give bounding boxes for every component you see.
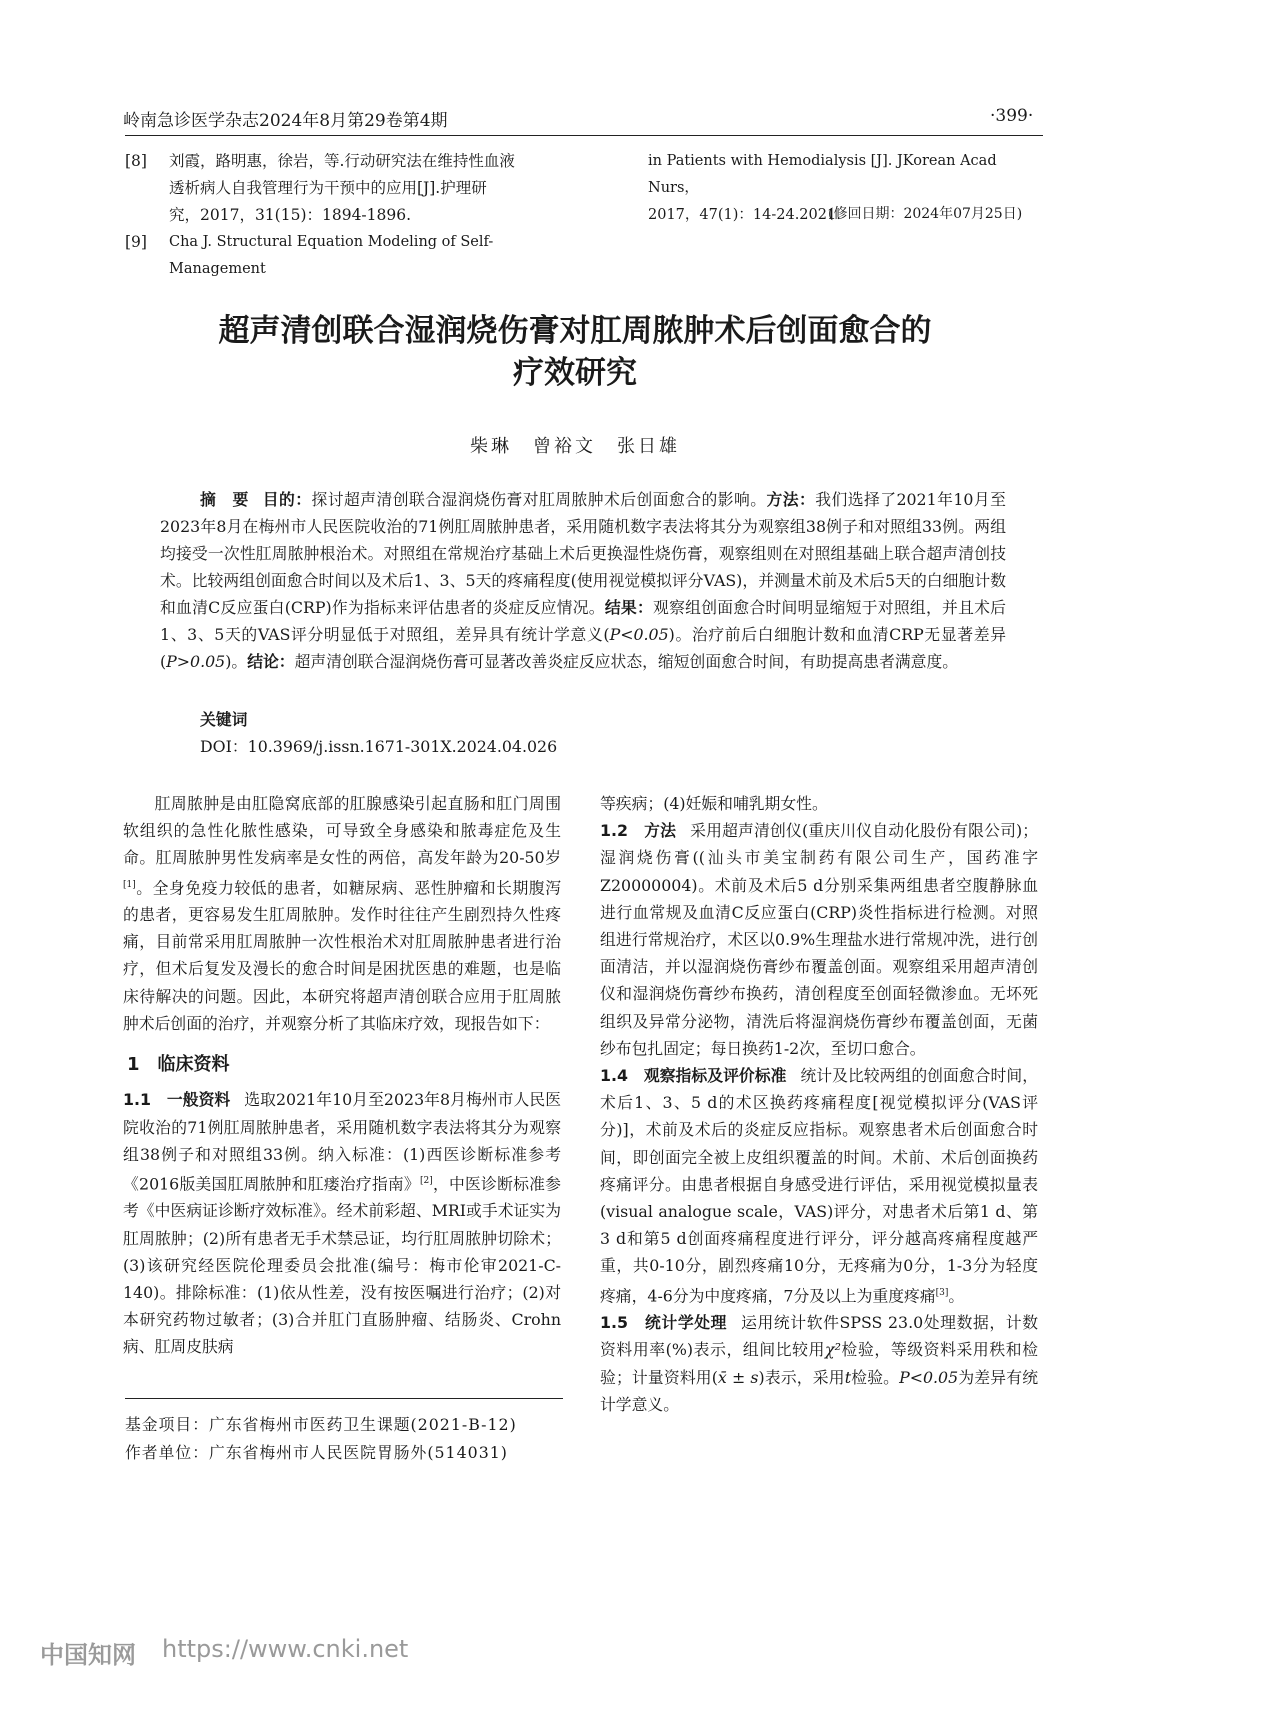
reference-line: in Patients with Hemodialysis [J]. JKorean Acad Nurs， xyxy=(648,153,997,196)
title-line: 超声清创联合湿润烧伤膏对肛周脓肿术后创面愈合的 xyxy=(218,313,932,349)
left-column xyxy=(123,790,561,1361)
reference-text xyxy=(169,229,565,283)
result-label: 结果： xyxy=(604,598,654,617)
section-1-2 xyxy=(600,817,1038,1062)
paragraph-text: 选取2021年10月至2023年8月梅州市人民医院收治的71例肛周脓肿患者，采用随机数字表法将其分为观察组38例子和对照组33例。纳入标准：(1)西医诊断标准参考《2016版美国肛周脓肿和肛瘘治疗指南》 xyxy=(123,1090,562,1194)
intro-text: 。全身免疫力较低的患者，如糖尿病、恶性肿瘤和长期腹泻的患者，更容易发生肛周脓肿。发作时往往产生剧烈持久性疼痛，目前常采用肛周脓肿一次性根治术对肛周脓肿患者进行治疗，但术后复发及漫长的愈合时间是困扰医患的难题，也是临床待解决的问题。因此，本研究将超声清创联合应用于肛周脓肿术后创面的治疗，并观察分析了其临床疗效，现报告如下： xyxy=(123,877,561,1033)
result-text: )。 xyxy=(225,652,248,671)
method-text: 我们选择了2021年10月至2023年8月在梅州市人民医院收治的71例肛周脓肿患者，采用随机数字表法将其分为观察组38例子和对照组33例。两组均接受一次性肛周脓肿根治术。对照组在常规治疗基础上术后更换湿性烧伤膏，观察组则在对照组基础上联合超声清创技术。比较两组创面愈合时间以及术后1、3、5天的疼痛程度(使用视觉模拟评分VAS)，并测量术前及术后5天的白细胞计数和血清C反应蛋白(CRP)作为指标来评估患者的炎症反应情况。 xyxy=(160,490,1006,617)
paragraph-text: 采用超声清创仪(重庆川仪自动化股份有限公司)；湿润烧伤膏((汕头市美宝制药有限公司生产，国药准字Z20000004)。术前及术后5 d分别采集两组患者空腹静脉血进行血常规及血清C反应蛋白(CRP)炎性指标进行检测。对照组进行常规治疗，术区以0.9%生理盐水进行常规冲洗，进行创面清洁，并以湿润烧伤膏纱布覆盖创面。观察组采用超声清创仪和湿润烧伤膏纱布换药，清创程度至创面轻微渗血。无坏死组织及异常分泌物，清洗后将湿润烧伤膏纱布覆盖创面，无菌纱布包扎固定；每日换药1-2次，至切口愈合。 xyxy=(600,821,1039,1058)
revision-date: (修回日期：2024年07月25日) xyxy=(828,206,1023,222)
citation: [3] xyxy=(935,1287,949,1298)
method-label: 方法： xyxy=(766,490,816,509)
paragraph-text: 检验，等级资料采用秩和检验；计量资料用( xyxy=(600,1340,1038,1387)
objective-label: 目的： xyxy=(262,490,312,509)
paragraph-text: 运用统计软件SPSS 23.0处理数据，计数资料用率(%)表示，组间比较用 xyxy=(600,1313,1039,1360)
result-text: 观察组创面愈合时间明显缩短于对照组，并且术后1、3、5天的VAS评分明显低于对照组，差异具有统计学意义( xyxy=(160,598,1006,644)
continuation: 等疾病；(4)妊娠和哺乳期女性。 xyxy=(600,794,828,813)
paragraph-text: 检验。 xyxy=(851,1367,900,1387)
page-number: ·399· xyxy=(990,106,1034,126)
authors: 柴琳 曾裕文 张日雄 xyxy=(470,436,680,457)
result-text: )。治疗前后白细胞计数和血清CRP无显著差异( xyxy=(160,625,1006,671)
section-heading: 1 临床资料 xyxy=(127,1054,230,1076)
affiliation-note: 作者单位：广东省梅州市人民医院胃肠外(514031) xyxy=(125,1443,508,1462)
subsection-label: 1.2 方法 xyxy=(600,821,677,841)
reference-number: [9] xyxy=(125,233,147,251)
journal-header: 岭南急诊医学杂志2024年8月第29卷第4期 xyxy=(123,111,448,131)
title-line: 疗效研究 xyxy=(513,355,637,391)
section-1-1 xyxy=(123,1086,561,1360)
subsection-label: 1.5 统计学处理 xyxy=(600,1313,728,1333)
mean-sd-symbol: x̄ ± s xyxy=(717,1367,759,1387)
subsection-label: 1.4 观察指标及评价标准 xyxy=(600,1066,787,1086)
conclusion-label: 结论： xyxy=(247,652,295,671)
reference-line: 2017，47(1)：14-24.2021. xyxy=(648,207,841,223)
reference-number: [8] xyxy=(125,152,147,170)
paragraph-text: 统计及比较两组的创面愈合时间，术后1、3、5 d的术区换药疼痛程度[视觉模拟评分(VAS评分)]，术前及术后的炎症反应指标。观察患者术后创面愈合时间，即创面完全被上皮组织覆盖的时间。术前、术后创面换药疼痛评分。由患者根据自身感受进行评估，采用视觉模拟量表(visual analogue scale，VAS)评分，对患者术后第1 d、第3 d和第5 d创面疼痛程度进行评分，评分越高疼痛程度越严重，共0-10分，剧烈疼痛10分，无疼痛为0分，1-3分为轻度疼痛，4-6分为中度疼痛，7分及以上为重度疼痛 xyxy=(600,1066,1038,1305)
abstract-label: 摘 要 xyxy=(200,490,249,509)
right-column xyxy=(600,790,1038,1418)
keywords-label: 关键词 xyxy=(200,710,248,729)
reference-text xyxy=(169,148,565,229)
paragraph-text: 。 xyxy=(948,1285,965,1305)
p-value: P<0.05 xyxy=(899,1367,959,1387)
doi: DOI：10.3969/j.issn.1671-301X.2024.04.026 xyxy=(200,737,558,756)
citation: [1] xyxy=(123,879,136,890)
subsection-label: 1.1 一般资料 xyxy=(123,1090,231,1110)
abstract xyxy=(160,486,1006,675)
reference-list xyxy=(125,148,565,277)
section-1-4 xyxy=(600,1062,1038,1309)
intro-text: 肛周脓肿是由肛隐窝底部的肛腺感染引起直肠和肛门周围软组织的急性化脓性感染，可导致全身感染和脓毒症危及生命。肛周脓肿男性发病率是女性的两倍，高发年龄为20-50岁 xyxy=(123,794,561,868)
cnki-logo: 中国知网 xyxy=(40,1641,136,1669)
p-value: P>0.05 xyxy=(166,652,226,671)
article-title xyxy=(0,310,1150,394)
paragraph-text: 为差异有统计学意义。 xyxy=(600,1367,1038,1414)
paragraph-text: ，中医诊断标准参考《中医病证诊断疗效标准》。经术前彩超、MRI或手术证实为肛周脓肿；(2)所有患者无手术禁忌证，均行肛周脓肿切除术；(3)该研究经医院伦理委员会批准(编号：梅市伦审2021-C-140)。排除标准：(1)依从性差，没有按医嘱进行治疗；(2)对本研究药物过敏者；(3)合并肛门直肠肿瘤、结肠炎、Crohn病、肛周皮肤病 xyxy=(123,1174,561,1357)
cnki-url[interactable]: https://www.cnki.net xyxy=(162,1635,409,1663)
reference-line: 究，2017，31(15)：1894-1896. xyxy=(169,206,412,224)
citation: [2] xyxy=(419,1175,433,1186)
reference-line: 刘霞，路明惠，徐岩，等.行动研究法在维持性血液 xyxy=(169,152,515,170)
chi-square-symbol: χ² xyxy=(825,1340,841,1360)
section-1-5 xyxy=(600,1309,1038,1418)
header-rule xyxy=(125,135,1043,136)
t-symbol: t xyxy=(844,1367,852,1387)
paragraph-text: )表示，采用 xyxy=(758,1367,845,1387)
reference-line: 透析病人自我管理行为干预中的应用[J].护理研 xyxy=(169,179,487,197)
objective-text: 探讨超声清创联合湿润烧伤膏对肛周脓肿术后创面愈合的影响。 xyxy=(311,490,767,509)
footnote-rule xyxy=(125,1398,563,1399)
conclusion-text: 超声清创联合湿润烧伤膏可显著改善炎症反应状态，缩短创面愈合时间，有助提高患者满意度。 xyxy=(294,652,959,671)
funding-note: 基金项目：广东省梅州市医药卫生课题(2021-B-12) xyxy=(125,1415,517,1434)
p-value: P<0.05 xyxy=(609,625,669,644)
intro-paragraph xyxy=(123,790,561,1037)
reference-line: Cha J. Structural Equation Modeling of Self-Management xyxy=(169,234,494,277)
